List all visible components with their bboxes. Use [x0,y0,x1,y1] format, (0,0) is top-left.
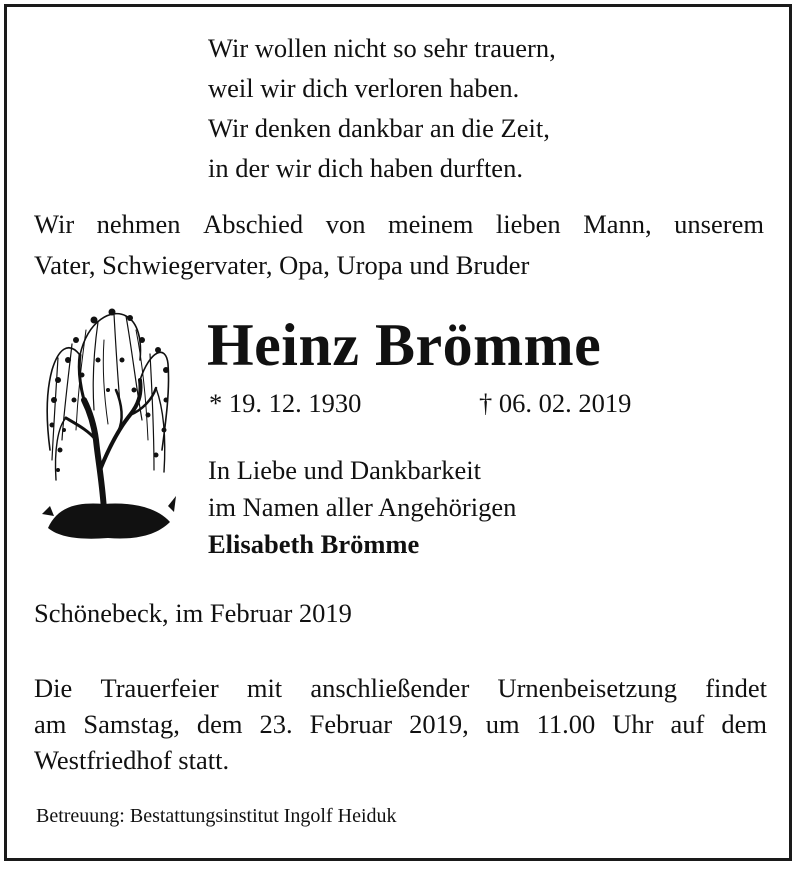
ceremony-word: dem [196,709,243,739]
ceremony-word: Samstag, [83,709,180,739]
poem-line: in der wir dich haben durften. [208,153,523,183]
ceremony-word: Trauerfeier [100,673,219,703]
ceremony-text [34,670,767,778]
intro-word: Abschied [203,209,304,239]
deceased-name: Heinz Brömme [207,312,602,378]
ceremony-line-3: Westfriedhof statt. [34,745,230,775]
intro-word: meinem [388,209,474,239]
ceremony-word: 11.00 [536,709,596,739]
ceremony-word: anschließender [310,673,470,703]
weeping-willow-icon [38,300,178,550]
intro-word: von [325,209,366,239]
intro-text [34,204,764,286]
death-date: † 06. 02. 2019 [479,388,632,418]
mourners-line: im Namen aller Angehörigen [208,492,517,522]
ceremony-word: 23. [259,709,293,739]
ceremony-word: am [34,709,67,739]
ceremony-line-1 [34,670,767,706]
intro-word: Wir [34,209,75,239]
mourners-line: In Liebe und Dankbarkeit [208,455,481,485]
intro-line-2: Vater, Schwiegervater, Opa, Uropa und Bruder [34,250,530,280]
intro-word: Mann, [583,209,652,239]
funeral-home-credit: Betreuung: Bestattungsinstitut Ingolf Heiduk [36,805,397,827]
ceremony-word: 2019, [409,709,469,739]
poem [208,28,556,188]
intro-line-1 [34,204,764,245]
ceremony-word: Die [34,673,73,703]
ceremony-word: findet [705,673,767,703]
ceremony-word: auf [670,709,705,739]
birth-date: * 19. 12. 1930 [209,388,362,418]
intro-word: lieben [495,209,561,239]
ceremony-word: um [485,709,520,739]
place-date: Schönebeck, im Februar 2019 [34,598,352,628]
poem-line: weil wir dich verloren haben. [208,73,520,103]
poem-line: Wir wollen nicht so sehr trauern, [208,33,556,63]
poem-line: Wir denken dankbar an die Zeit, [208,113,550,143]
mourner-name: Elisabeth Brömme [208,529,420,559]
intro-word: nehmen [96,209,181,239]
ceremony-word: Uhr [612,709,654,739]
mourners-block [208,452,516,563]
ceremony-word: dem [721,709,767,739]
intro-word: unserem [674,209,764,239]
ceremony-line-2 [34,706,767,742]
ceremony-word: Februar [309,709,393,739]
ceremony-word: Urnenbeisetzung [497,673,678,703]
ceremony-word: mit [246,673,283,703]
